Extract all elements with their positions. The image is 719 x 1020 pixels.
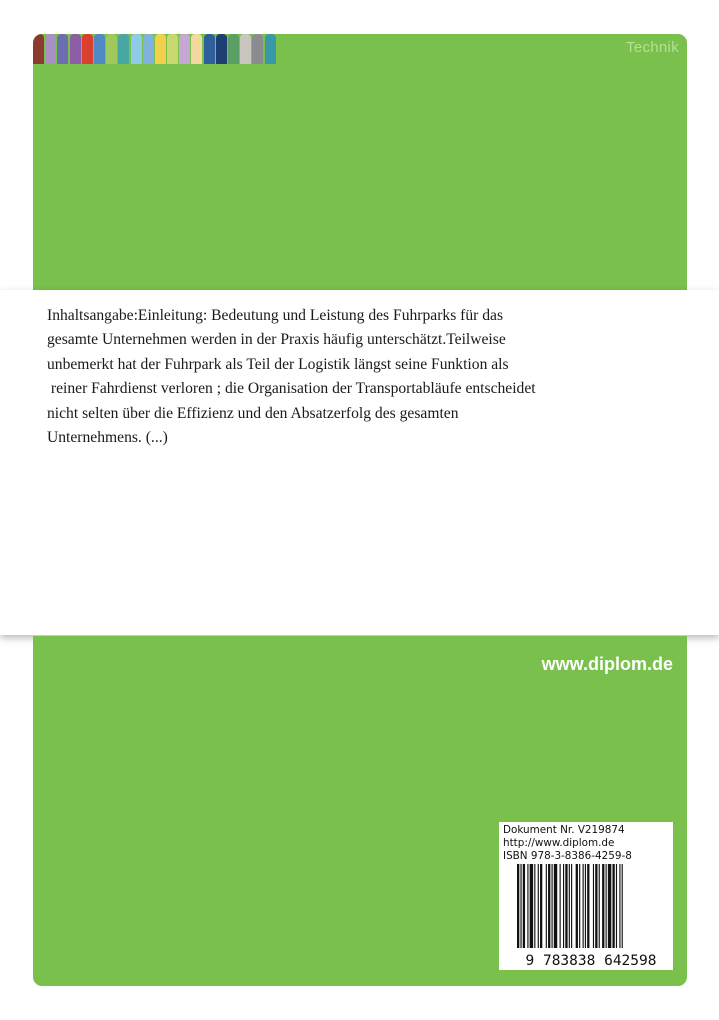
series-color-tabs [33,34,277,64]
barcode-bar [520,864,521,948]
barcode-bar [593,864,594,948]
barcode-bar [552,864,553,948]
barcode [515,864,671,968]
document-number: Dokument Nr. V219874 [503,824,625,836]
blurb-line: gesamte Unternehmen werden in der Praxis häufig unterschätzt.Teilweise [47,331,506,349]
barcode-bar [538,864,539,948]
barcode-bar [616,864,617,948]
barcode-bar [530,864,533,948]
series-color-tab [191,34,202,64]
top-color-panel [33,34,687,290]
barcode-bar [569,864,570,948]
barcode-bar [595,864,597,948]
barcode-bars [517,864,623,948]
barcode-bar [583,864,584,948]
barcode-bar [622,864,623,948]
barcode-bar [599,864,600,948]
barcode-bar [619,864,620,948]
blurb-text [47,304,587,450]
barcode-bar [517,864,519,948]
series-color-tab [70,34,81,64]
series-color-tab [252,34,263,64]
barcode-bar [571,864,572,948]
barcode-bar [523,864,525,948]
barcode-bar [554,864,557,948]
barcode-bar [602,864,604,948]
series-color-tab [204,34,215,64]
series-color-tab [155,34,166,64]
product-info-box [499,822,673,970]
publisher-website: www.diplom.de [541,654,673,674]
blurb-line: Inhaltsangabe:Einleitung: Bedeutung und Leistung des Fuhrparks für das [47,307,504,324]
barcode-bar [585,864,586,948]
barcode-bar [546,864,547,948]
series-color-tab [179,34,190,64]
blurb-area [0,290,719,635]
barcode-bar [527,864,528,948]
series-color-tab [265,34,276,64]
barcode-bar [579,864,580,948]
barcode-bar [560,864,561,948]
series-color-tab [57,34,68,64]
series-color-tab [33,34,44,64]
series-color-tab [94,34,105,64]
blurb-line: reiner Fahrdienst verloren ; die Organisation der Transportabläufe entscheidet [47,380,536,398]
bottom-color-panel [33,636,687,986]
barcode-bar [563,864,564,948]
barcode-bar [534,864,535,948]
document-url: http://www.diplom.de [503,837,615,849]
barcode-bar [565,864,567,948]
barcode-bar [587,864,589,948]
series-color-tab [228,34,239,64]
blurb-line: Unternehmens. (...) [47,429,168,447]
isbn: ISBN 978-3-8386-4259-8 [503,850,632,862]
barcode-bar [576,864,578,948]
series-color-tab [45,34,56,64]
series-color-tab [167,34,178,64]
series-color-tab [216,34,227,64]
series-color-tab [240,34,251,64]
series-color-tab [82,34,93,64]
barcode-bar [608,864,611,948]
barcode-bar [540,864,542,948]
barcode-bar [548,864,550,948]
barcode-bar [612,864,614,948]
barcode-digits: 9 783838 642598 [525,953,657,968]
series-label: Technik [626,39,679,56]
series-color-tab [106,34,117,64]
series-color-tab [118,34,129,64]
barcode-bar [606,864,607,948]
series-color-tab [143,34,154,64]
blurb-line: nicht selten über die Effizienz und den Absatzerfolg des gesamten [47,404,459,422]
blurb-line: unbemerkt hat der Fuhrpark als Teil der Logistik längst seine Funktion als [47,355,509,373]
series-color-tab [131,34,142,64]
